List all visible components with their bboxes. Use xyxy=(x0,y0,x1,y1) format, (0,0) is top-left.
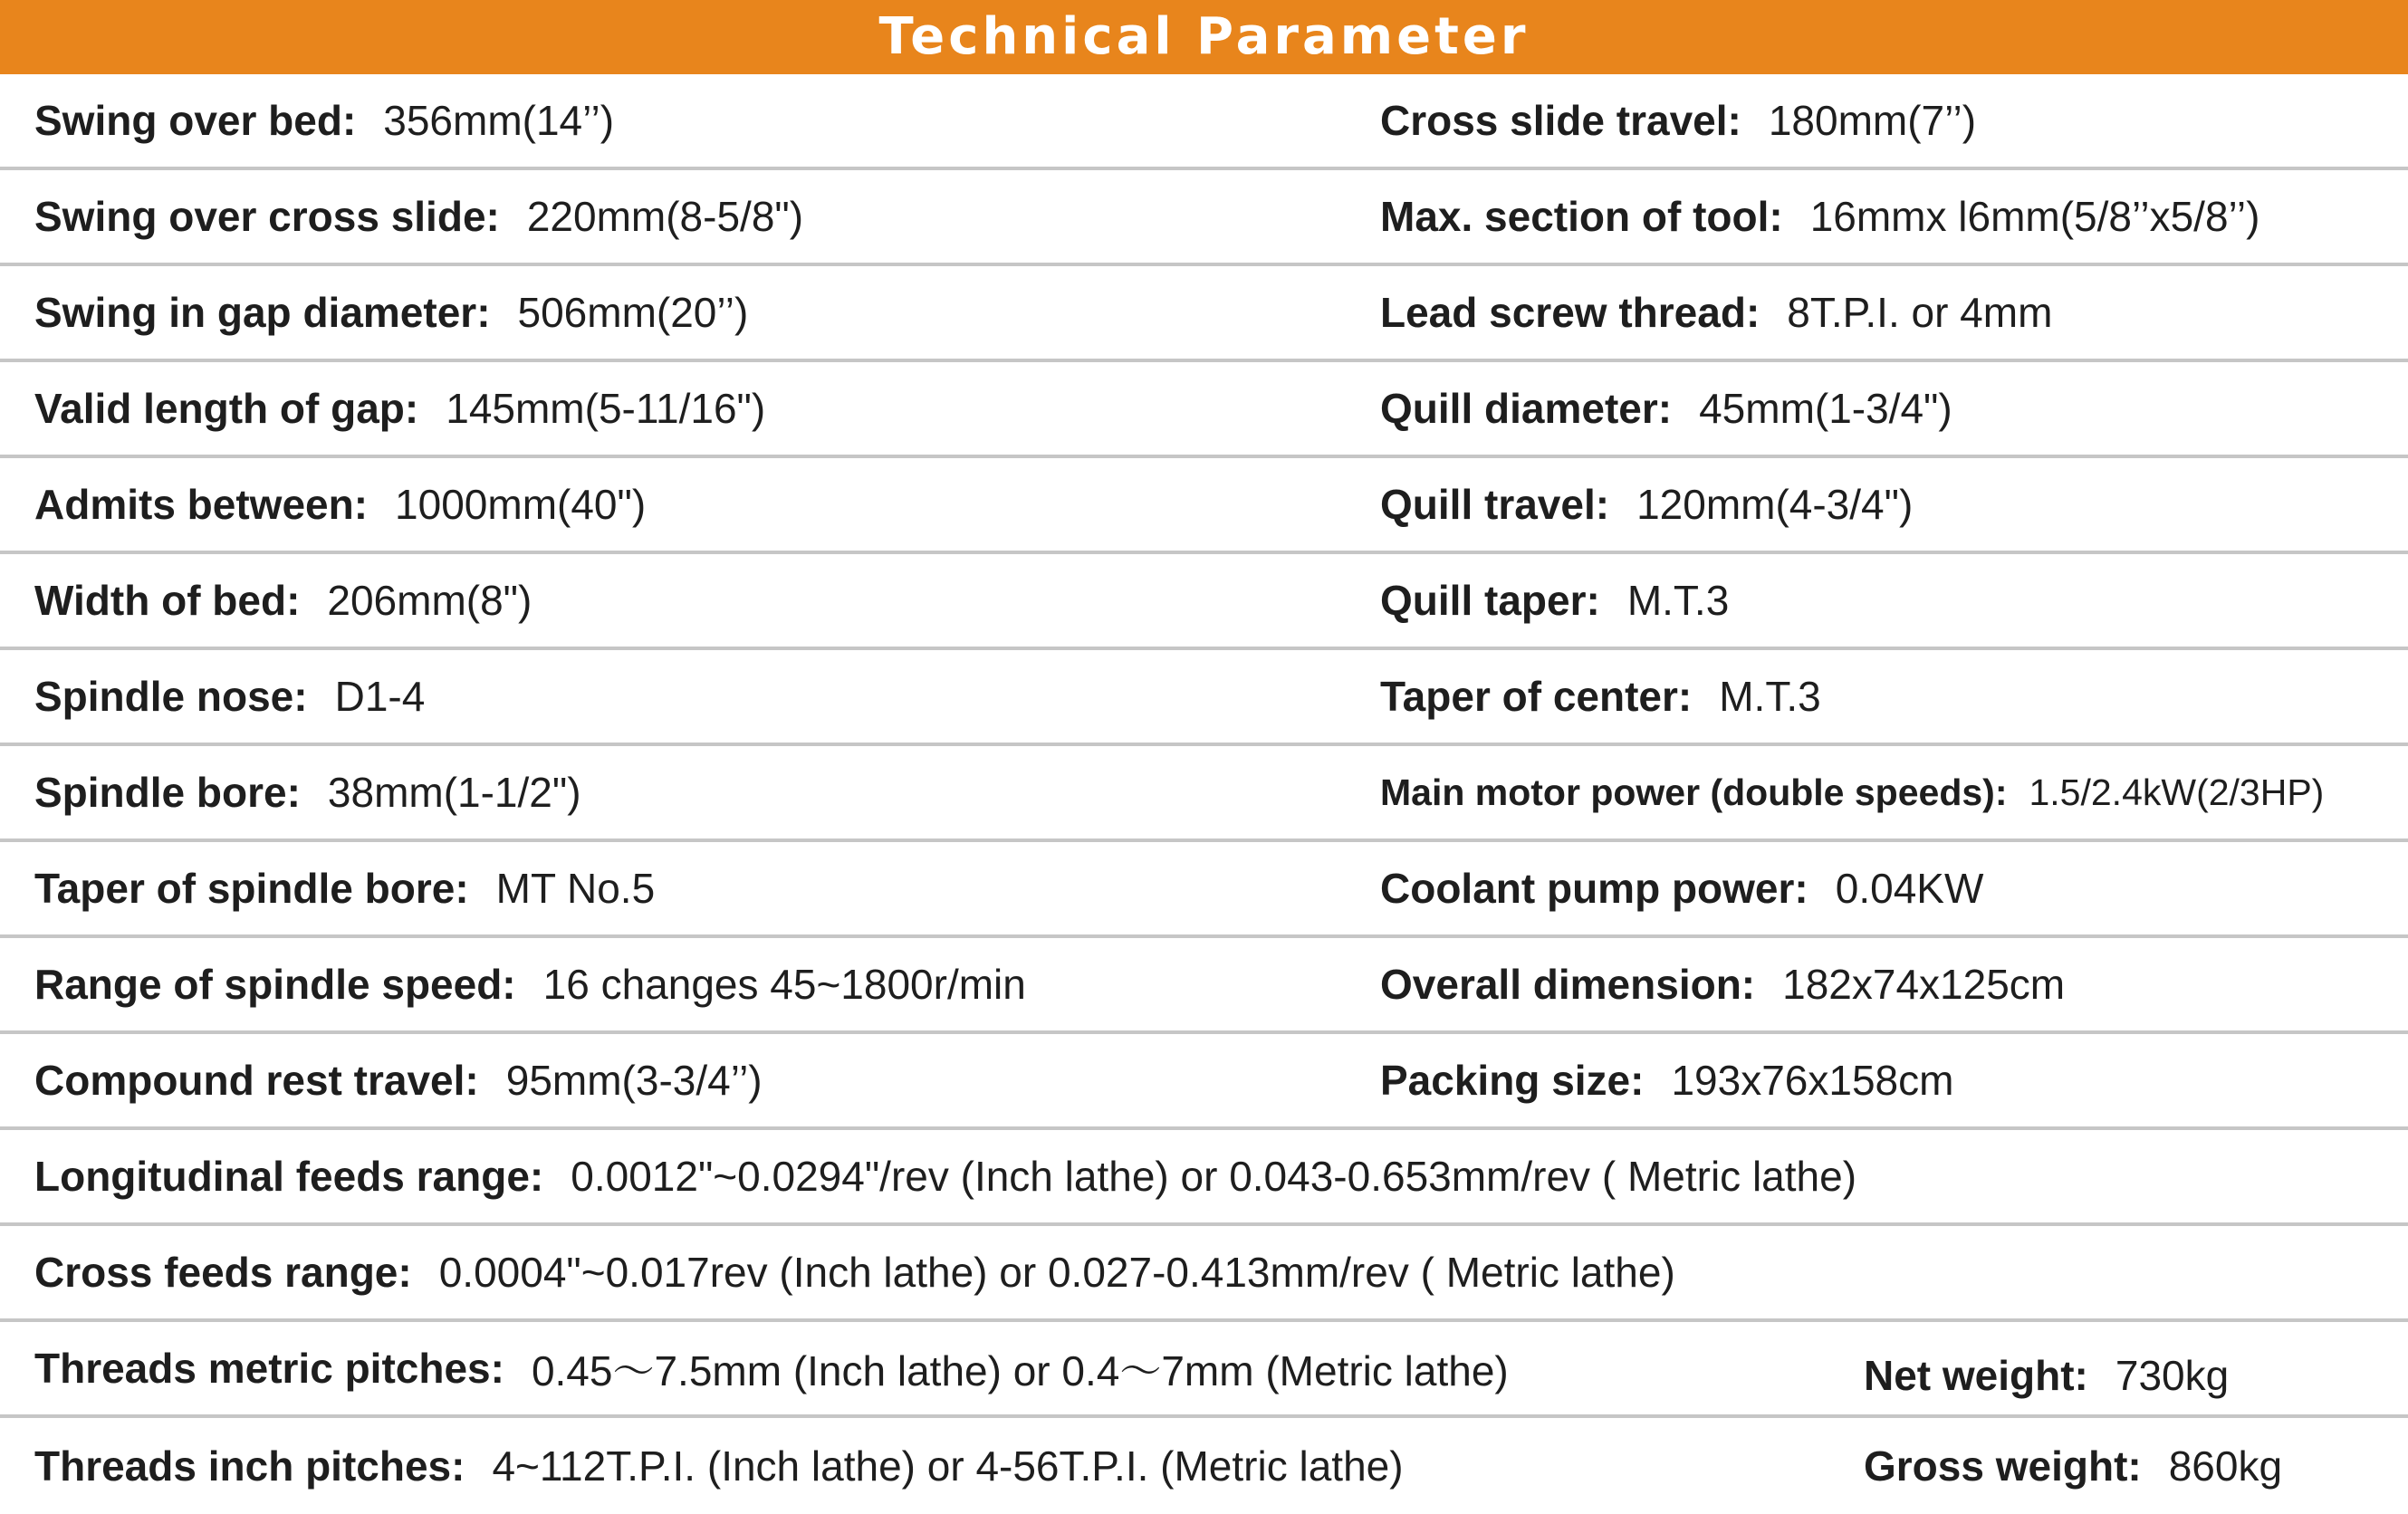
weight-cell xyxy=(1864,1322,2229,1422)
param-value: M.T.3 xyxy=(1626,577,1730,624)
param-cell xyxy=(1380,266,2052,359)
table-row xyxy=(0,842,2408,938)
param-cell xyxy=(34,554,532,647)
param-label: Quill diameter: xyxy=(1380,385,1673,432)
param-cell xyxy=(34,362,765,455)
param-cell xyxy=(34,458,646,551)
param-cell xyxy=(34,266,748,359)
param-cell xyxy=(34,1226,1675,1318)
param-value: 145mm(5-11/16") xyxy=(446,385,766,432)
param-value: 16 changes 45~1800r/min xyxy=(542,961,1026,1008)
param-value: 38mm(1-1/2") xyxy=(327,769,581,816)
param-value: 182x74x125cm xyxy=(1782,961,2066,1008)
param-value: 4~112T.P.I. (Inch lathe) or 4-56T.P.I. (Metric lathe) xyxy=(492,1442,1404,1490)
param-cell xyxy=(1380,746,2324,838)
param-label: Longitudinal feeds range: xyxy=(34,1153,544,1200)
header-bar xyxy=(0,0,2408,74)
table-row xyxy=(0,266,2408,362)
param-value: 206mm(8") xyxy=(327,577,532,624)
weight-cell xyxy=(1864,1418,2282,1514)
table-row xyxy=(0,746,2408,842)
param-value: 220mm(8-5/8") xyxy=(526,193,804,240)
param-value: 95mm(3-3/4’’) xyxy=(505,1057,763,1104)
param-label: Coolant pump power: xyxy=(1380,865,1808,912)
param-label: Swing over cross slide: xyxy=(34,193,500,240)
param-cell xyxy=(34,842,655,934)
param-value: 860kg xyxy=(2168,1442,2283,1490)
param-value: M.T.3 xyxy=(1719,673,1821,720)
param-value: 180mm(7’’) xyxy=(1768,97,1977,144)
param-cell xyxy=(34,1418,1404,1514)
param-label: Net weight: xyxy=(1864,1352,2088,1399)
param-label: Taper of center: xyxy=(1380,673,1693,720)
table-row xyxy=(0,938,2408,1034)
param-cell xyxy=(1380,458,1913,551)
param-label: Quill taper: xyxy=(1380,577,1600,624)
param-label: Overall dimension: xyxy=(1380,961,1756,1008)
param-cell xyxy=(1380,74,1976,167)
param-cell xyxy=(1380,362,1952,455)
param-cell xyxy=(34,74,614,167)
param-cell xyxy=(34,170,803,263)
param-value: 120mm(4-3/4") xyxy=(1636,481,1914,528)
param-cell xyxy=(1380,554,1729,647)
param-label: Lead screw thread: xyxy=(1380,289,1760,336)
param-label: Compound rest travel: xyxy=(34,1057,479,1104)
table-row xyxy=(0,170,2408,266)
param-label: Max. section of tool: xyxy=(1380,193,1783,240)
param-cell xyxy=(34,1034,763,1126)
param-label: Width of bed: xyxy=(34,577,301,624)
param-label: Admits between: xyxy=(34,481,369,528)
param-value: D1-4 xyxy=(334,673,426,720)
table-row xyxy=(0,74,2408,170)
page-title: Technical Parameter xyxy=(878,7,1530,66)
param-label: Packing size: xyxy=(1380,1057,1645,1104)
param-label: Swing in gap diameter: xyxy=(34,289,491,336)
table-row xyxy=(0,458,2408,554)
param-value: 1.5/2.4kW(2/3HP) xyxy=(2029,771,2325,813)
param-label: Cross feeds range: xyxy=(34,1249,412,1296)
param-value: 16mmx l6mm(5/8’’x5/8’’) xyxy=(1809,193,2260,240)
param-cell xyxy=(34,1130,1856,1222)
param-label: Spindle nose: xyxy=(34,673,308,720)
param-cell xyxy=(1380,1034,1953,1126)
param-value: 730kg xyxy=(2115,1352,2230,1399)
param-value: 356mm(14’’) xyxy=(383,97,615,144)
param-label: Cross slide travel: xyxy=(1380,97,1741,144)
param-cell xyxy=(1380,938,2065,1030)
param-value: 0.04KW xyxy=(1835,865,1984,912)
param-label: Main motor power (double speeds): xyxy=(1380,771,2008,813)
param-value: 193x76x158cm xyxy=(1671,1057,1954,1104)
table-row xyxy=(0,362,2408,458)
param-label: Threads metric pitches: xyxy=(34,1345,504,1392)
param-label: Quill travel: xyxy=(1380,481,1610,528)
table-row xyxy=(0,554,2408,650)
param-value: MT No.5 xyxy=(495,865,656,912)
param-value: 0.45～7.5mm (Inch lathe) or 0.4～7mm (Metric lathe) xyxy=(531,1347,1509,1394)
param-label: Swing over bed: xyxy=(34,97,357,144)
table-row xyxy=(0,1418,2408,1514)
table-row xyxy=(0,1226,2408,1322)
param-label: Gross weight: xyxy=(1864,1442,2142,1490)
param-label: Taper of spindle bore: xyxy=(34,865,469,912)
param-value: 45mm(1-3/4") xyxy=(1699,385,1952,432)
table-row xyxy=(0,1322,2408,1418)
param-label: Range of spindle speed: xyxy=(34,961,516,1008)
param-label: Valid length of gap: xyxy=(34,385,419,432)
param-value: 1000mm(40") xyxy=(395,481,647,528)
param-cell xyxy=(1380,650,1821,743)
table-row xyxy=(0,1130,2408,1226)
param-value: 0.0004"~0.017rev (Inch lathe) or 0.027-0.413mm/rev ( Metric lathe) xyxy=(438,1249,1675,1296)
param-value: 8T.P.I. or 4mm xyxy=(1787,289,2053,336)
param-cell xyxy=(1380,842,1983,934)
param-cell xyxy=(34,1322,1509,1414)
param-cell xyxy=(1380,170,2259,263)
param-cell xyxy=(34,938,1026,1030)
table-row xyxy=(0,650,2408,746)
param-label: Spindle bore: xyxy=(34,769,301,816)
param-value: 0.0012"~0.0294"/rev (Inch lathe) or 0.043-0.653mm/rev ( Metric lathe) xyxy=(571,1153,1857,1200)
param-cell xyxy=(34,650,425,743)
parameter-table xyxy=(0,74,2408,1514)
table-row xyxy=(0,1034,2408,1130)
param-label: Threads inch pitches: xyxy=(34,1442,465,1490)
param-value: 506mm(20’’) xyxy=(517,289,749,336)
param-cell xyxy=(34,746,581,838)
